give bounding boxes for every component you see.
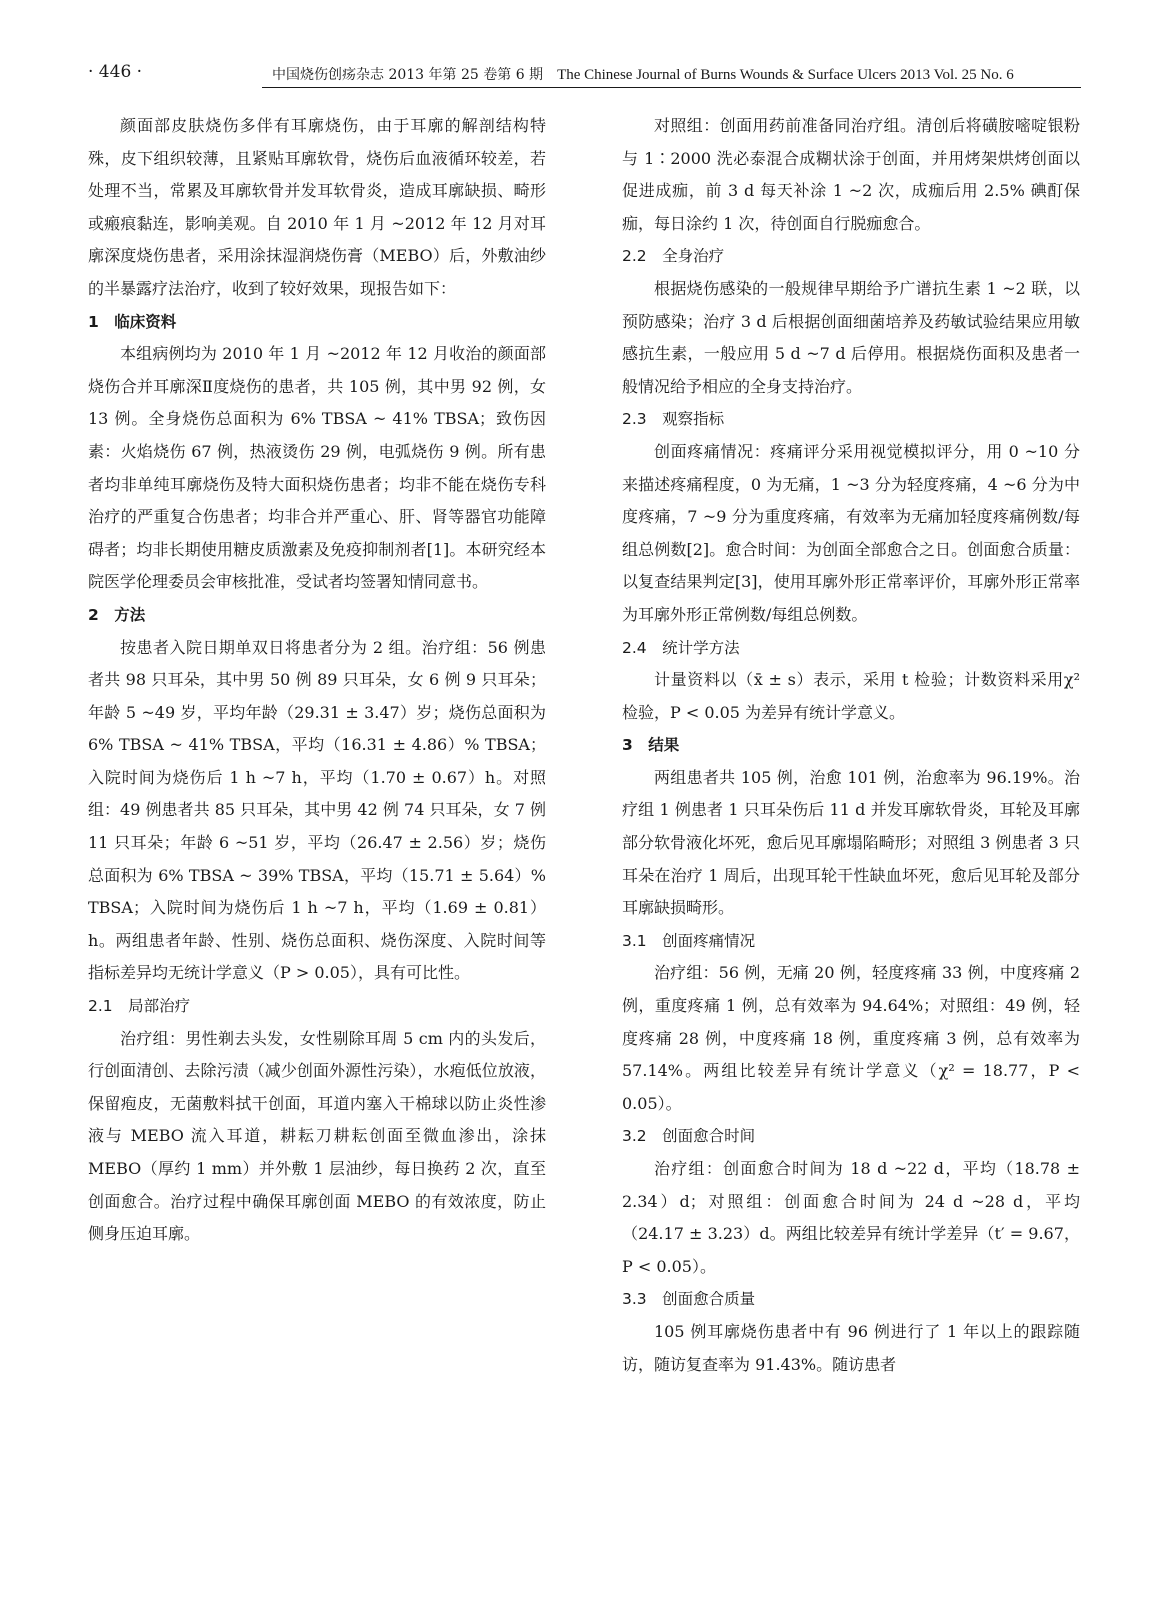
- systemic-treatment-paragraph: 根据烧伤感染的一般规律早期给予广谱抗生素 1 ~2 联，以预防感染；治疗 3 d 后根据创面细菌培养及药敏试验结果应用敏感抗生素，一般应用 5 d ~7 d 后停用。根据烧伤面积及患者一般情况给予相应的全身支持治疗。: [622, 278, 1080, 396]
- healing-quality-paragraph: 105 例耳廓烧伤患者中有 96 例进行了 1 年以上的跟踪随访，随访复查率为 91.43%。随访患者: [622, 1321, 1080, 1374]
- section-heading-methods: 2 方法: [88, 605, 146, 624]
- methods-paragraph: 按患者入院日期单双日将患者分为 2 组。治疗组：56 例患者共 98 只耳朵，其中男 50 例 89 只耳朵，女 6 例 9 只耳朵；年龄 5 ~49 岁，平均年龄（29.31 ± 3.47）岁；烧伤总面积为 6% TBSA ~ 41% TBSA，平均（16.31 ± 4.86）% TBSA；入院时间为烧伤后 1 h ~7 h，平均（1.70 ± 0.67）h。对照组：49 例患者共 85 只耳朵，其中男 42 例 74 只耳朵，女 7 例 11 只耳朵；年龄 6 ~51 岁，平均（26.47 ± 2.56）岁；烧伤总面积为 6% TBSA ~ 39% TBSA，平均（15.71 ± 5.64）% TBSA；入院时间为烧伤后 1 h ~7 h，平均（1.69 ± 0.81）h。两组患者年龄、性别、烧伤总面积、烧伤深度、入院时间等指标差异均无统计学意义（P > 0.05），具有可比性。: [88, 637, 546, 983]
- journal-title-en: The Chinese Journal of Burns Wounds & Surface Ulcers 2013 Vol. 25 No. 6: [557, 67, 1014, 83]
- local-treatment-paragraph: 治疗组：男性剃去头发，女性剔除耳周 5 cm 内的头发后，行创面清创、去除污渍（减少创面外源性污染），水疱低位放液，保留疱皮，无菌敷料拭干创面，耳道内塞入干棉球以防止炎性渗液与 MEBO 流入耳道，耕耘刀耕耘创面至微血渗出，涂抹 MEBO（厚约 1 mm）并外敷 1 层油纱，每日换药 2 次，直至创面愈合。治疗过程中确保耳廓创面 MEBO 的有效浓度，防止侧身压迫耳廓。: [88, 1028, 546, 1244]
- right-column: [622, 110, 1080, 1381]
- pain-paragraph: 治疗组：56 例，无痛 20 例，轻度疼痛 33 例，中度疼痛 2 例，重度疼痛 1 例，总有效率为 94.64%；对照组：49 例，轻度疼痛 28 例，中度疼痛 18 例，重度疼痛 3 例，总有效率为 57.14%。两组比较差异有统计学意义（χ² = 18.77，P < 0.05）。: [622, 963, 1080, 1113]
- header-rule: [262, 87, 1081, 88]
- healing-time-paragraph: 治疗组：创面愈合时间为 18 d ~22 d，平均（18.78 ± 2.34）d；对照组：创面愈合时间为 24 d ~28 d，平均（24.17 ± 3.23）d。两组比较差异有统计学差异（t′ = 9.67，P < 0.05）。: [622, 1159, 1080, 1276]
- observation-paragraph: 创面疼痛情况：疼痛评分采用视觉模拟评分，用 0 ~10 分来描述疼痛程度，0 为无痛，1 ~3 分为轻度疼痛，4 ~6 分为中度疼痛，7 ~9 分为重度疼痛，有效率为无痛加轻度疼痛例数/每组总例数[2]。愈合时间：为创面全部愈合之日。创面愈合质量：以复查结果判定[3]，使用耳廓外形正常率评价，耳廓外形正常率为耳廓外形正常例数/每组总例数。: [622, 441, 1080, 624]
- subsection-heading-systemic-treatment: 2.2 全身治疗: [622, 247, 725, 266]
- results-paragraph: 两组患者共 105 例，治愈 101 例，治愈率为 96.19%。治疗组 1 例患者 1 只耳朵伤后 11 d 并发耳廓软骨炎，耳轮及耳廓部分软骨液化坏死，愈后见耳廓塌陷畸形；对照组 3 例患者 3 只耳朵在治疗 1 周后，出现耳轮干性缺血坏死，愈后见耳轮及部分耳廓缺损畸形。: [622, 767, 1080, 918]
- section-heading-clinical-data: 1 临床资料: [88, 312, 177, 331]
- section-heading-results: 3 结果: [622, 736, 680, 755]
- subsection-heading-healing-quality: 3.3 创面愈合质量: [622, 1290, 756, 1309]
- journal-title-cn: 中国烧伤创疡杂志 2013 年第 25 卷第 6 期: [272, 67, 544, 83]
- subsection-heading-healing-time: 3.2 创面愈合时间: [622, 1127, 756, 1146]
- subsection-heading-statistics: 2.4 统计学方法: [622, 638, 740, 657]
- subsection-heading-local-treatment: 2.1 局部治疗: [88, 997, 191, 1016]
- intro-paragraph: 颜面部皮肤烧伤多伴有耳廓烧伤，由于耳廓的解剖结构特殊，皮下组织较薄，且紧贴耳廓软骨，烧伤后血液循环较差，若处理不当，常累及耳廓软骨并发耳软骨炎，造成耳廓缺损、畸形或瘢痕黏连，影响美观。自 2010 年 1 月 ~2012 年 12 月对耳廓深度烧伤患者，采用涂抹湿润烧伤膏（MEBO）后，外敷油纱的半暴露疗法治疗，收到了较好效果，现报告如下：: [88, 116, 546, 298]
- statistics-paragraph: 计量资料以（x̄ ± s）表示，采用 t 检验；计数资料采用χ² 检验，P < 0.05 为差异有统计学意义。: [622, 670, 1080, 722]
- subsection-heading-observation: 2.3 观察指标: [622, 410, 725, 429]
- journal-title: [272, 64, 1014, 84]
- control-group-paragraph: 对照组：创面用药前准备同治疗组。清创后将磺胺嘧啶银粉与 1∶2000 洗必泰混合成糊状涂于创面，并用烤架烘烤创面以促进成痂，前 3 d 每天补涂 1 ~2 次，成痂后用 2.5% 碘酊保痂，每日涂约 1 次，待创面自行脱痂愈合。: [622, 116, 1080, 233]
- left-column: [88, 110, 546, 1251]
- clinical-data-paragraph: 本组病例均为 2010 年 1 月 ~2012 年 12 月收治的颜面部烧伤合并耳廓深Ⅱ度烧伤的患者，共 105 例，其中男 92 例，女 13 例。全身烧伤总面积为 6% TBSA ~ 41% TBSA；致伤因素：火焰烧伤 67 例，热液烫伤 29 例，电弧烧伤 9 例。所有患者均非单纯耳廓烧伤及特大面积烧伤患者；均非不能在烧伤专科治疗的严重复合伤患者；均非合并严重心、肝、肾等器官功能障碍者；均非长期使用糖皮质激素及免疫抑制剂者[1]。本研究经本院医学伦理委员会审核批准，受试者均签署知情同意书。: [88, 344, 546, 592]
- page-number: · 446 ·: [88, 62, 143, 82]
- subsection-heading-pain: 3.1 创面疼痛情况: [622, 931, 756, 950]
- running-header: [0, 62, 1168, 88]
